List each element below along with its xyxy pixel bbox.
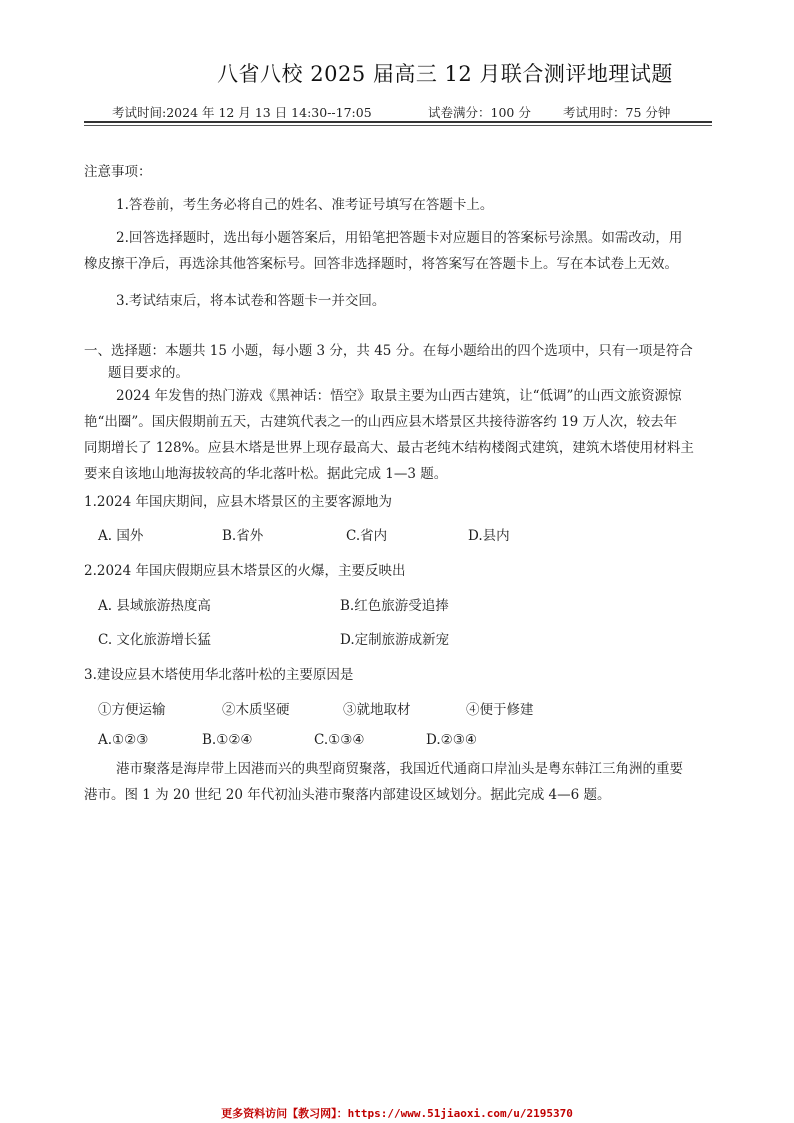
exam-time: 考试时间:2024 年 12 月 13 日 14:30--17:05 xyxy=(112,105,372,120)
notice-item-3: 3.考试结束后，将本试卷和答题卡一并交回。 xyxy=(116,293,386,309)
exam-duration: 考试用时：75 分钟 xyxy=(563,105,671,120)
notice-item-1: 1.答卷前，考生务必将自己的姓名、准考证号填写在答题卡上。 xyxy=(116,197,494,213)
question-3-stem: 3.建设应县木塔使用华北落叶松的主要原因是 xyxy=(84,667,354,683)
question-2-stem: 2.2024 年国庆假期应县木塔景区的火爆，主要反映出 xyxy=(84,563,406,579)
question-3-option-d: D.②③④ xyxy=(426,732,477,748)
question-3-item-3: ③就地取材 xyxy=(343,702,411,718)
notice-item-2-line-2: 橡皮擦干净后，再选涂其他答案标号。回答非选择题时，将答案写在答题卡上。写在本试卷上无效。 xyxy=(84,256,678,272)
passage2-line: 港市。图 1 为 20 世纪 20 年代初汕头港市聚落内部建设区域划分。据此完成 4—6 题。 xyxy=(84,787,611,803)
question-3-option-c: C.①③④ xyxy=(314,732,365,748)
question-2-option-c: C. 文化旅游增长猛 xyxy=(98,632,211,648)
question-2-option-b: B.红色旅游受追捧 xyxy=(340,598,449,614)
section-heading-line-2: 题目要求的。 xyxy=(108,365,189,381)
full-score: 试卷满分：100 分 xyxy=(428,105,531,120)
question-3-option-b: B.①②④ xyxy=(202,732,253,748)
question-1-option-a: A. 国外 xyxy=(98,528,144,544)
question-1-stem: 1.2024 年国庆期间，应县木塔景区的主要客源地为 xyxy=(84,494,393,510)
question-1-option-c: C.省内 xyxy=(346,528,388,544)
notice-item-2-line-1: 2.回答选择题时，选出每小题答案后，用铅笔把答题卡对应题目的答案标号涂黑。如需改动，用 xyxy=(116,230,683,246)
header-rule-thin xyxy=(84,125,712,126)
notice-heading: 注意事项： xyxy=(84,164,152,180)
question-1-option-d: D.县内 xyxy=(468,528,510,544)
passage1-line: 艳“出圈”。国庆假期前五天，古建筑代表之一的山西应县木塔景区共接待游客约 19 万人次，较去年 xyxy=(84,414,678,430)
passage1-line: 要来自该地山地海拔较高的华北落叶松。据此完成 1—3 题。 xyxy=(84,466,448,482)
passage1-line: 2024 年发售的热门游戏《黑神话：悟空》取景主要为山西古建筑，让“低调”的山西文旅资源惊 xyxy=(116,388,682,404)
header-rule-thick xyxy=(84,121,712,123)
question-1-option-b: B.省外 xyxy=(222,528,264,544)
question-3-option-a: A.①②③ xyxy=(98,732,149,748)
passage2-line: 港市聚落是海岸带上因港而兴的典型商贸聚落，我国近代通商口岸汕头是粤东韩江三角洲的重要 xyxy=(116,761,683,777)
passage1-line: 同期增长了 128%。应县木塔是世界上现存最高大、最古老纯木结构楼阁式建筑，建筑木塔使用材料主 xyxy=(84,440,694,456)
question-3-item-4: ④便于修建 xyxy=(466,702,534,718)
question-3-item-1: ①方便运输 xyxy=(98,702,166,718)
question-2-option-a: A. 县域旅游热度高 xyxy=(98,598,211,614)
page-title: 八省八校 2025 届高三 12 月联合测评地理试题 xyxy=(217,62,673,86)
section-heading-line-1: 一、选择题：本题共 15 小题，每小题 3 分，共 45 分。在每小题给出的四个选项中，只有一项是符合 xyxy=(84,343,693,359)
footer-link[interactable]: 更多资料访问【教习网】：https://www.51jiaoxi.com/u/2195370 xyxy=(221,1107,573,1120)
question-3-item-2: ②木质坚硬 xyxy=(222,702,290,718)
question-2-option-d: D.定制旅游成新宠 xyxy=(340,632,450,648)
